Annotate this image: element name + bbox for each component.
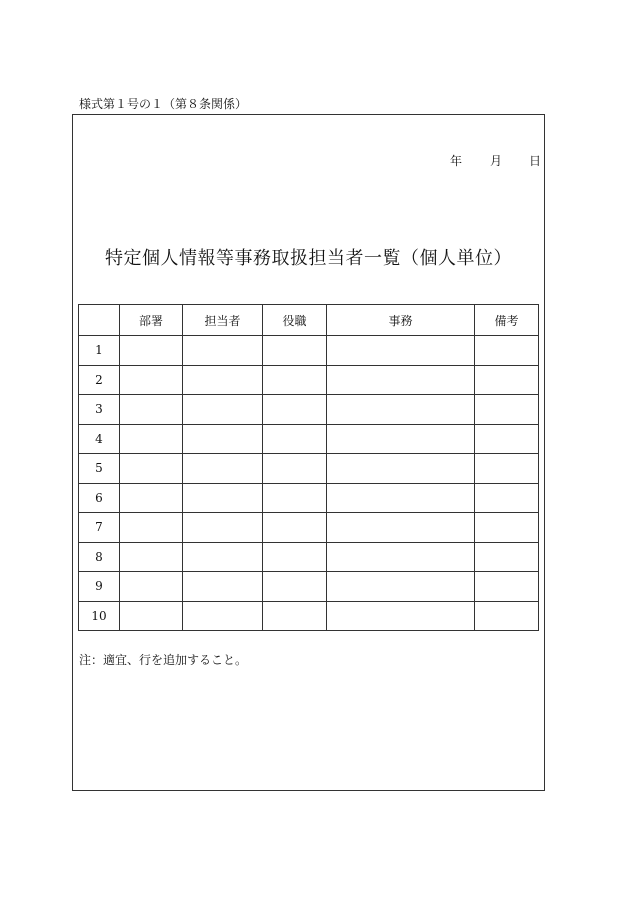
header-remarks: 備考 (475, 305, 539, 336)
duties-cell[interactable] (327, 336, 475, 366)
person-cell[interactable] (183, 336, 263, 366)
table-row (79, 572, 539, 602)
remarks-cell[interactable] (475, 395, 539, 425)
position-cell[interactable] (263, 336, 327, 366)
date-day-label: 日 (529, 154, 542, 168)
person-cell[interactable] (183, 395, 263, 425)
remarks-cell[interactable] (475, 572, 539, 602)
row-number: 10 (79, 601, 120, 631)
row-number: 3 (79, 395, 120, 425)
row-number: 9 (79, 572, 120, 602)
position-cell[interactable] (263, 483, 327, 513)
remarks-cell[interactable] (475, 454, 539, 484)
department-cell[interactable] (120, 572, 183, 602)
duties-cell[interactable] (327, 542, 475, 572)
person-cell[interactable] (183, 572, 263, 602)
department-cell[interactable] (120, 424, 183, 454)
row-number: 6 (79, 483, 120, 513)
table-row (79, 395, 539, 425)
department-cell[interactable] (120, 513, 183, 543)
duties-cell[interactable] (327, 483, 475, 513)
table-row (79, 483, 539, 513)
form-label: 様式第１号の１（第８条関係） (79, 97, 248, 111)
position-cell[interactable] (263, 395, 327, 425)
table-row (79, 336, 539, 366)
table-row (79, 365, 539, 395)
remarks-cell[interactable] (475, 542, 539, 572)
position-cell[interactable] (263, 365, 327, 395)
remarks-cell[interactable] (475, 336, 539, 366)
position-cell[interactable] (263, 424, 327, 454)
row-number: 5 (79, 454, 120, 484)
duties-cell[interactable] (327, 395, 475, 425)
position-cell[interactable] (263, 513, 327, 543)
person-cell[interactable] (183, 542, 263, 572)
department-cell[interactable] (120, 336, 183, 366)
remarks-cell[interactable] (475, 365, 539, 395)
staff-table (78, 304, 539, 631)
duties-cell[interactable] (327, 513, 475, 543)
footnote: 注：適宜、行を追加すること。 (79, 653, 248, 667)
row-number: 1 (79, 336, 120, 366)
page-title: 特定個人情報等事務取扱担当者一覧（個人単位） (105, 248, 512, 269)
position-cell[interactable] (263, 454, 327, 484)
position-cell[interactable] (263, 572, 327, 602)
person-cell[interactable] (183, 454, 263, 484)
remarks-cell[interactable] (475, 601, 539, 631)
header-no (79, 305, 120, 336)
date-month-label: 月 (490, 154, 503, 168)
header-department: 部署 (120, 305, 183, 336)
row-number: 7 (79, 513, 120, 543)
header-duties: 事務 (327, 305, 475, 336)
row-number: 2 (79, 365, 120, 395)
person-cell[interactable] (183, 601, 263, 631)
person-cell[interactable] (183, 365, 263, 395)
table-row (79, 601, 539, 631)
date-year-label: 年 (450, 154, 463, 168)
duties-cell[interactable] (327, 424, 475, 454)
position-cell[interactable] (263, 542, 327, 572)
department-cell[interactable] (120, 365, 183, 395)
row-number: 8 (79, 542, 120, 572)
department-cell[interactable] (120, 542, 183, 572)
person-cell[interactable] (183, 483, 263, 513)
table-row (79, 542, 539, 572)
table-row (79, 454, 539, 484)
department-cell[interactable] (120, 395, 183, 425)
duties-cell[interactable] (327, 572, 475, 602)
remarks-cell[interactable] (475, 483, 539, 513)
table-row (79, 513, 539, 543)
row-number: 4 (79, 424, 120, 454)
duties-cell[interactable] (327, 365, 475, 395)
department-cell[interactable] (120, 454, 183, 484)
department-cell[interactable] (120, 483, 183, 513)
person-cell[interactable] (183, 513, 263, 543)
department-cell[interactable] (120, 601, 183, 631)
duties-cell[interactable] (327, 454, 475, 484)
header-person-in-charge: 担当者 (183, 305, 263, 336)
table-row (79, 424, 539, 454)
table-header-row (79, 305, 539, 336)
duties-cell[interactable] (327, 601, 475, 631)
remarks-cell[interactable] (475, 424, 539, 454)
position-cell[interactable] (263, 601, 327, 631)
remarks-cell[interactable] (475, 513, 539, 543)
header-position: 役職 (263, 305, 327, 336)
person-cell[interactable] (183, 424, 263, 454)
